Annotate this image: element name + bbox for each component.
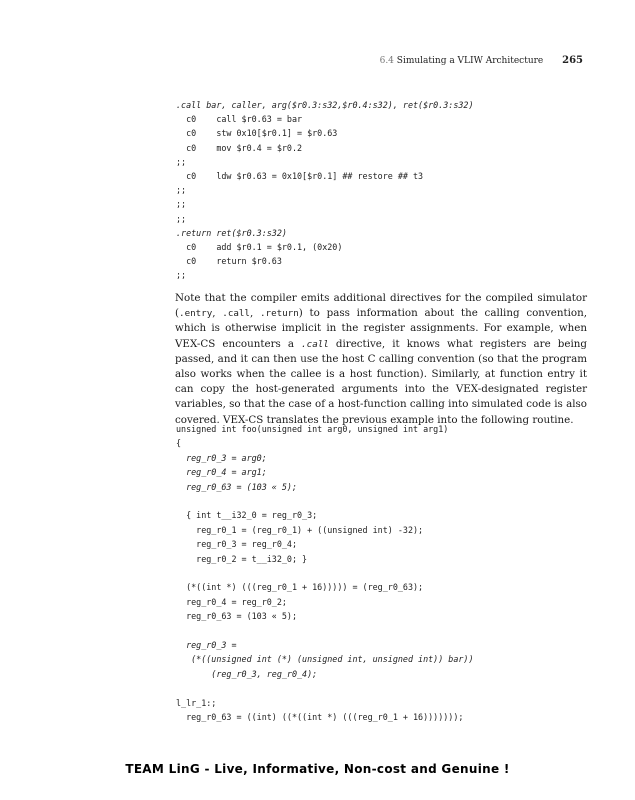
asm-code-line: c0 call $r0.63 = bar [176,114,303,125]
para-text-3: , [249,307,260,320]
directive-entry: .entry [179,308,213,320]
c-code-line: (reg_r0_3, reg_r0_4); [176,668,318,679]
directive-call: .call [222,308,250,320]
directive-return: .return [260,308,299,320]
para-text-5: directive, it knows what registers are being passed, and it can then use the host C calling convention (so that the program also works when the callee is a host function). Similarly, at function entry it can copy the host-generated arguments into the VEX-designated register variables, so that the case of a host-function calling into simulated code is also covered. VEX-CS translates the previous example into the following routine. [175,337,587,426]
para-text-2: , [212,307,223,320]
asm-code-line: .call bar, caller, arg($r0.3:s32,$r0.4:s32), ret($r0.3:s32) [176,100,474,110]
c-code-line: reg_r0_4 = arg1; [176,467,267,478]
asm-code-line: ;; [176,199,187,210]
c-code-line: reg_r0_63 = ((int) ((*((int *) (((reg_r0_1 + 16))))))); [176,712,464,722]
directive-call-italic: .call [301,338,329,350]
c-code-line: reg_r0_3 = [176,640,237,650]
asm-code-line: .return ret($r0.3:s32) [176,227,287,238]
asm-code-line: c0 add $r0.1 = $r0.1, (0x20) [176,242,343,252]
para-text-4: ) to pass information about the calling convention, which is otherwise implicit in the register assignments. For example, when VEX-CS encounters a [175,307,588,350]
c-code-line: (*((int *) (((reg_r0_1 + 16))))) = (reg_r0_63); [176,582,424,593]
asm-code-line: ;; [176,185,187,196]
asm-code-line: c0 mov $r0.4 = $r0.2 [176,142,303,153]
c-code-line: { [176,438,182,449]
c-code-line: l_lr_1:; [176,697,217,708]
c-code-line: reg_r0_1 = (reg_r0_1) + ((unsigned int) -32); [176,524,424,535]
c-code-line: reg_r0_63 = (103 « 5); [176,481,298,492]
asm-code-line: ;; [176,156,187,167]
section-number: 6.4 [379,56,394,66]
asm-code-line: ;; [176,270,187,281]
c-code-line: (*((unsigned int (*) (unsigned int, unsigned int)) bar)) [176,654,474,665]
asm-code-line: c0 ldw $r0.63 = 0x10[$r0.1] ## restore ## t3 [176,171,424,181]
body-paragraph [175,291,587,428]
c-code-line: { int t__i32_0 = reg_r0_3; [176,510,318,521]
para-text-1: Note that the compiler emits additional directives for the compiled simulator ( [175,292,587,320]
page-header [0,55,583,66]
asm-code-line: ;; [176,213,187,224]
c-code-line: reg_r0_3 = reg_r0_4; [176,539,298,550]
section-title: Simulating a VLIW Architecture [396,56,544,66]
asm-code-line: c0 stw 0x10[$r0.1] = $r0.63 [176,128,338,139]
footer-banner: TEAM LinG - Live, Informative, Non-cost and Genuine ! [125,762,510,776]
c-code-line: reg_r0_3 = arg0; [176,452,267,463]
asm-code-line: c0 return $r0.63 [176,256,282,267]
c-code-line: reg_r0_4 = reg_r0_2; [176,596,287,607]
c-code-line: reg_r0_63 = (103 « 5); [176,611,298,622]
page-number: 265 [562,55,583,66]
c-code-line: unsigned int foo(unsigned int arg0, unsigned int arg1) [176,424,449,434]
c-code-line: reg_r0_2 = t__i32_0; } [176,553,308,564]
